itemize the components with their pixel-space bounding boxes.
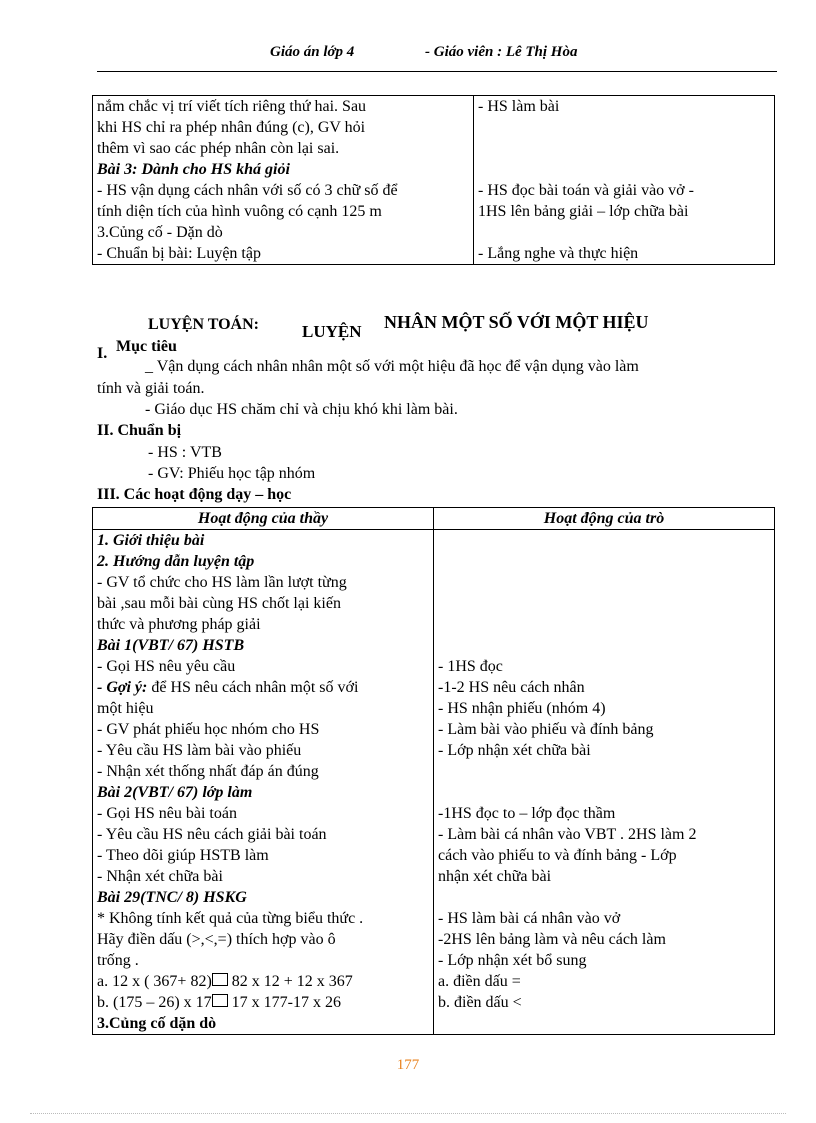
text-line: - Lớp nhận xét bổ sung (438, 952, 587, 969)
text-line: a. điền dấu = (438, 973, 521, 990)
objective-2: - Giáo dục HS chăm chỉ và chịu khó khi làm bài. (145, 401, 458, 418)
text-line: - GV phát phiếu học nhóm cho HS (97, 721, 320, 738)
text-line: nắm chắc vị trí viết tích riêng thứ hai. Sau (97, 98, 367, 115)
header-right: - Giáo viên : Lê Thị Hòa (425, 44, 578, 60)
prep-item: - HS : VTB (148, 444, 222, 461)
text-line: - GV tổ chức cho HS làm lần lượt từng (97, 574, 347, 591)
text-line: - Gọi HS nêu bài toán (97, 805, 237, 822)
exercise-heading: Bài 2(VBT/ 67) lớp làm (97, 784, 253, 801)
text-line: - Làm bài vào phiếu và đính bảng (438, 721, 654, 738)
text-line: thêm vì sao các phép nhân còn lại sai. (97, 140, 340, 157)
text-line: - HS vận dụng cách nhân với số có 3 chữ số để (97, 182, 398, 199)
text-line: - Yêu cầu HS làm bài vào phiếu (97, 742, 302, 759)
text-line: -2HS lên bảng làm và nêu cách làm (438, 931, 666, 948)
text-line: - Làm bài cá nhân vào VBT . 2HS làm 2 (438, 826, 697, 843)
section-1-number: I. (97, 345, 108, 362)
text-line: - HS nhận phiếu (nhóm 4) (438, 700, 606, 717)
text-line: - Chuẩn bị bài: Luyện tập (97, 245, 261, 262)
objective-1-cont: tính và giải toán. (97, 380, 205, 397)
text-line: - HS làm bài (478, 98, 560, 115)
section-heading: 3.Củng cố - Dặn dò (97, 224, 223, 241)
teacher-activities (93, 530, 434, 1035)
text-line: -1-2 HS nêu cách nhân (438, 679, 585, 696)
answer-box (212, 973, 228, 986)
text-line: cách vào phiếu to và đính bảng - Lớp (438, 847, 677, 864)
text-line: nhận xét chữa bài (438, 868, 552, 885)
step-heading: 3.Củng cố dặn dò (97, 1015, 217, 1032)
page-header (0, 44, 816, 64)
header-left: Giáo án lớp 4 (270, 44, 355, 60)
expression-right: 17 x 177-17 x 26 (227, 994, 341, 1011)
text-line: - 1HS đọc (438, 658, 503, 675)
expression-left: a. 12 x ( 367+ 82) (97, 973, 212, 990)
answer-box (212, 994, 228, 1007)
lesson-title: NHÂN MỘT SỐ VỚI MỘT HIỆU (384, 312, 649, 332)
text-line: trống . (97, 952, 139, 969)
student-header: Hoạt động của trò (434, 508, 775, 530)
expression-line (97, 971, 429, 992)
teacher-column (93, 96, 474, 265)
text-line: -1HS đọc to – lớp đọc thầm (438, 805, 616, 822)
text-line: - Lớp nhận xét chữa bài (438, 742, 591, 759)
header-rule (97, 71, 777, 72)
step-heading: 2. Hướng dẫn luyện tập (97, 553, 255, 570)
prep-item: - GV: Phiếu học tập nhóm (148, 465, 316, 482)
student-activities (434, 530, 775, 1035)
exercise-heading: Bài 29(TNC/ 8) HSKG (97, 889, 247, 906)
text-line: b. điền dấu < (438, 994, 522, 1011)
objective-1: _ Vận dụng cách nhân nhân một số với một hiệu đã học để vận dụng vào làm (145, 358, 639, 375)
expression-line (97, 992, 429, 1013)
section-3-title: III. Các hoạt động dạy – học (97, 486, 292, 503)
exercise-heading: Bài 1(VBT/ 67) HSTB (97, 637, 245, 654)
hint-label: - Gợi ý: (97, 679, 148, 696)
text-line: - Nhận xét chữa bài (97, 868, 223, 885)
exercise-heading: Bài 3: Dành cho HS khá giỏi (97, 161, 290, 178)
text-line: - HS làm bài cá nhân vào vở (438, 910, 621, 927)
text-line: 1HS lên bảng giải – lớp chữa bài (478, 203, 689, 220)
step-heading: 1. Giới thiệu bài (97, 532, 205, 549)
lesson-prefix: LUYỆN TOÁN: (148, 316, 259, 333)
student-column (474, 96, 775, 265)
text-line: - Lắng nghe và thực hiện (478, 245, 639, 262)
text-line: bài ,sau mỗi bài cùng HS chốt lại kiến (97, 595, 341, 612)
text-line: - Theo dõi giúp HSTB làm (97, 847, 269, 864)
text-line (97, 677, 429, 698)
page-number: 177 (396, 1057, 420, 1073)
text-line: - Gọi HS nêu yêu cầu (97, 658, 236, 675)
text-line: Hãy điền dấu (>,<,=) thích hợp vào ô (97, 931, 336, 948)
text-line: một hiệu (97, 700, 154, 717)
text-line: tính diện tích của hình vuông có cạnh 125 m (97, 203, 382, 220)
text-line: - HS đọc bài toán và giải vào vở - (478, 182, 694, 199)
text-line: thức và phương pháp giải (97, 616, 261, 633)
section-2-title: II. Chuẩn bị (97, 422, 182, 439)
footer-divider (30, 1113, 786, 1114)
expression-right: 82 x 12 + 12 x 367 (227, 973, 353, 990)
hint-text: để HS nêu cách nhân một số với (147, 679, 359, 696)
lesson-prefix-2: LUYỆN (302, 322, 362, 341)
teacher-header: Hoạt động của thầy (93, 508, 434, 530)
activities-table (92, 507, 775, 1035)
text-line: * Không tính kết quả của từng biểu thức . (97, 910, 364, 927)
expression-left: b. (175 – 26) x 17 (97, 994, 212, 1011)
text-line: khi HS chỉ ra phép nhân đúng (c), GV hỏi (97, 119, 366, 136)
continuation-table (92, 95, 775, 265)
text-line: - Nhận xét thống nhất đáp án đúng (97, 763, 319, 780)
section-1-title: Mục tiêu (116, 338, 177, 355)
text-line: - Yêu cầu HS nêu cách giải bài toán (97, 826, 327, 843)
